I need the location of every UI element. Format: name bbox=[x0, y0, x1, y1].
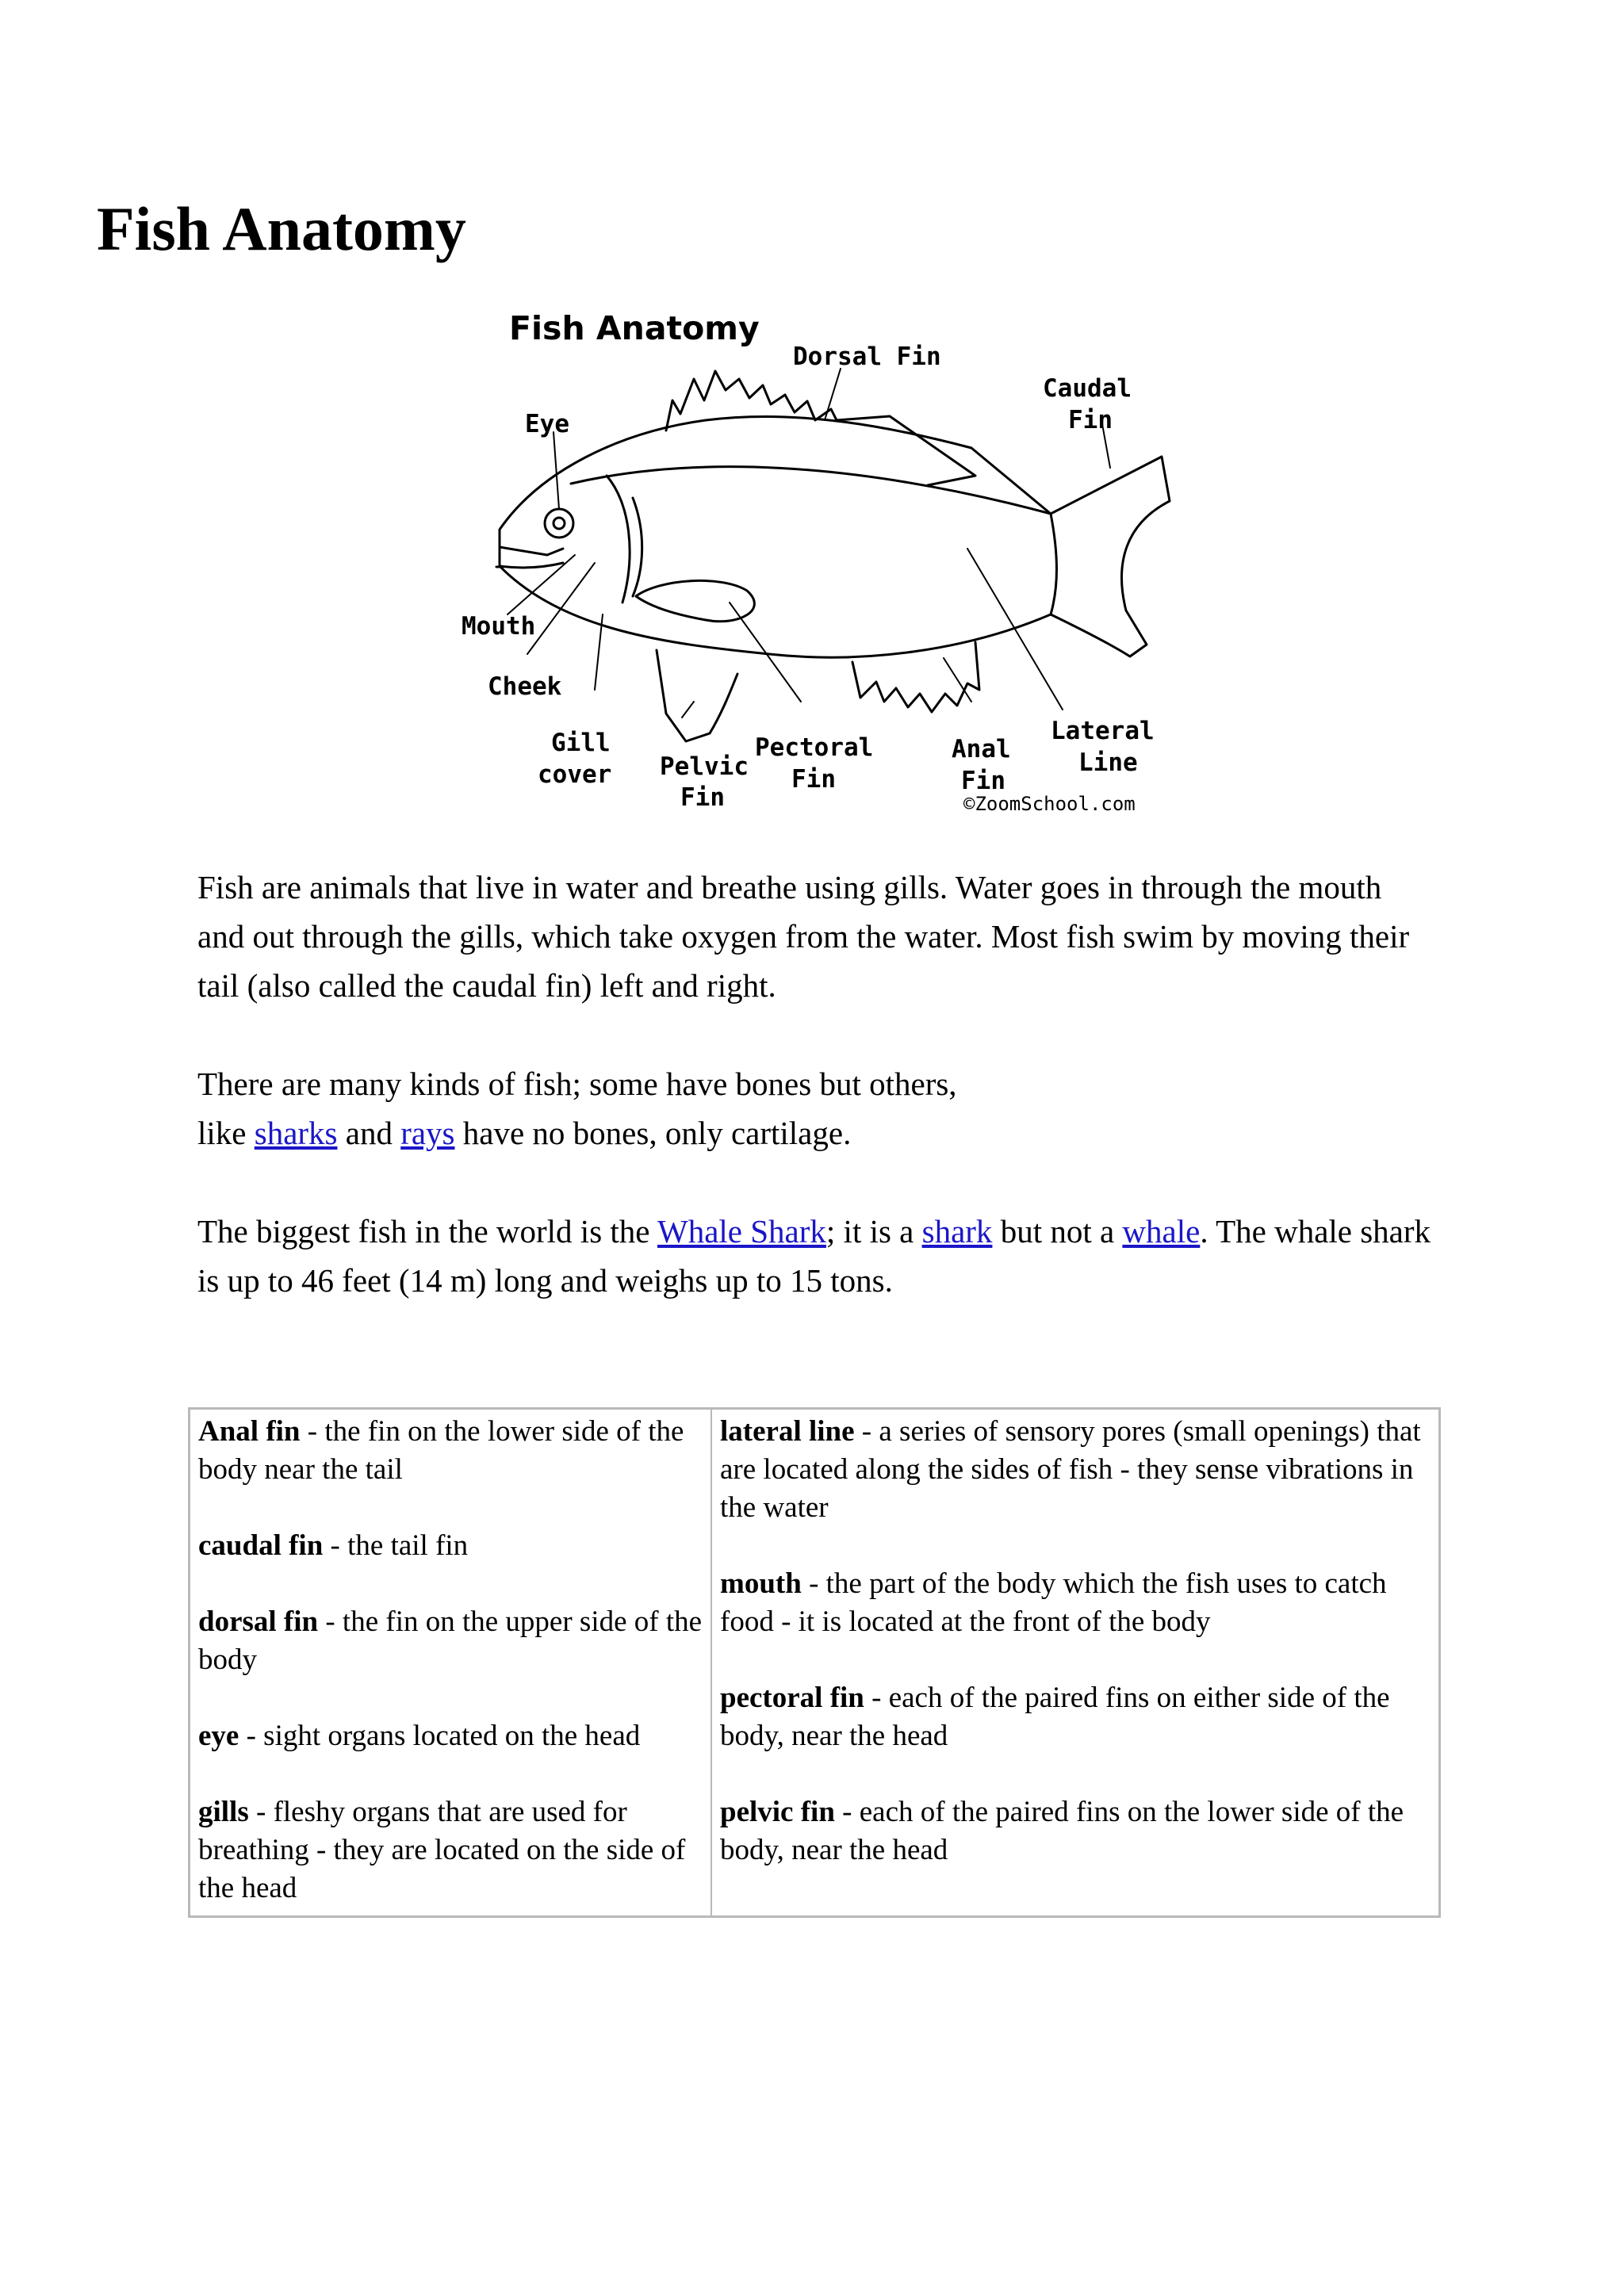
glossary-entry-pectoral-fin bbox=[720, 1679, 1431, 1755]
glossary-definition: - a series of sensory pores (small openings) that are located along the sides of fish - they sense vibrations in the water bbox=[720, 1415, 1421, 1524]
glossary-definition: - each of the paired fins on either side of the body, near the head bbox=[720, 1682, 1390, 1752]
label-pectoral-fin-2: Fin bbox=[791, 765, 836, 794]
label-pelvic-fin-1: Pelvic bbox=[660, 752, 749, 781]
intro-p3-text3: but not a bbox=[992, 1213, 1123, 1249]
lateral-line-outline bbox=[571, 467, 1051, 514]
label-caudal-fin-1: Caudal bbox=[1043, 374, 1132, 403]
glossary-term: Anal fin bbox=[198, 1415, 301, 1448]
glossary-term: lateral line bbox=[720, 1415, 855, 1448]
glossary-term: eye bbox=[198, 1720, 239, 1752]
whale-link[interactable]: whale bbox=[1122, 1213, 1201, 1249]
label-anal-fin-1: Anal bbox=[952, 735, 1011, 763]
glossary-term: pectoral fin bbox=[720, 1682, 864, 1714]
intro-p2-text2: like bbox=[197, 1115, 255, 1151]
label-gill-cover-1: Gill bbox=[551, 729, 611, 757]
label-gill-cover-2: cover bbox=[538, 760, 612, 789]
intro-paragraph-1: Fish are animals that live in water and breathe using gills. Water goes in through the mouth and out through the gills, which take oxygen from the water. Most fish swim by moving their tail (also called the caudal fin) left and right. bbox=[197, 869, 1410, 1004]
gill-cover-outline bbox=[607, 476, 642, 603]
glossary-row bbox=[190, 1409, 1440, 1917]
label-eye: Eye bbox=[525, 410, 569, 438]
label-pelvic-fin-2: Fin bbox=[680, 783, 725, 812]
shark-link[interactable]: shark bbox=[921, 1213, 993, 1249]
leader-lines bbox=[508, 369, 1110, 718]
glossary-entry-dorsal-fin bbox=[198, 1603, 703, 1679]
glossary-entry-lateral-line bbox=[720, 1413, 1431, 1527]
label-pectoral-fin-1: Pectoral bbox=[755, 733, 874, 762]
label-lateral-line-1: Lateral bbox=[1051, 717, 1155, 745]
dorsal-fin-outline bbox=[666, 371, 975, 485]
glossary-definition: - the fin on the upper side of the body bbox=[198, 1605, 703, 1676]
intro-paragraph-3 bbox=[197, 1207, 1434, 1305]
glossary-term: dorsal fin bbox=[198, 1605, 319, 1638]
glossary-left-column bbox=[190, 1409, 712, 1917]
glossary-definition: - the part of the body which the fish uses to catch food - it is located at the front of the body bbox=[720, 1567, 1387, 1638]
glossary-table bbox=[188, 1407, 1441, 1918]
intro-p2-text4: have no bones, only cartilage. bbox=[454, 1115, 852, 1151]
glossary-term: gills bbox=[198, 1796, 249, 1828]
label-mouth: Mouth bbox=[462, 612, 536, 641]
rays-link[interactable]: rays bbox=[400, 1115, 455, 1151]
intro-p3-text1: The biggest fish in the world is the bbox=[197, 1213, 658, 1249]
glossary-entry-pelvic-fin bbox=[720, 1793, 1431, 1869]
intro-p3-text4: . The whale shark is up to 46 feet (14 m) long and weighs up to 15 tons. bbox=[197, 1213, 1431, 1299]
eye-pupil bbox=[553, 518, 565, 529]
whale-shark-link[interactable]: Whale Shark bbox=[657, 1213, 826, 1249]
intro-text bbox=[197, 863, 1434, 1354]
glossary-definition: - each of the paired fins on the lower side of the body, near the head bbox=[720, 1796, 1404, 1866]
label-dorsal-fin: Dorsal Fin bbox=[793, 342, 941, 371]
label-caudal-fin-2: Fin bbox=[1068, 406, 1113, 434]
glossary-right-column bbox=[711, 1409, 1440, 1917]
glossary-definition: - the tail fin bbox=[323, 1529, 469, 1562]
eye-outline bbox=[545, 509, 573, 538]
diagram-title: Fish Anatomy bbox=[509, 309, 760, 347]
glossary-definition: - sight organs located on the head bbox=[239, 1720, 641, 1752]
fish-body-outline bbox=[500, 416, 1057, 657]
pelvic-fin-outline bbox=[657, 650, 737, 741]
glossary-term: mouth bbox=[720, 1567, 802, 1600]
glossary-entry-eye bbox=[198, 1717, 703, 1755]
anal-fin-outline bbox=[852, 642, 979, 712]
label-lateral-line-2: Line bbox=[1078, 748, 1138, 777]
glossary-entry-caudal-fin bbox=[198, 1527, 703, 1565]
glossary-entry-gills bbox=[198, 1793, 703, 1908]
sharks-link[interactable]: sharks bbox=[254, 1115, 338, 1151]
pectoral-fin-outline bbox=[636, 580, 754, 621]
glossary-entry-anal-fin bbox=[198, 1413, 703, 1489]
intro-paragraph-2 bbox=[197, 1059, 1434, 1158]
intro-p3-text2: ; it is a bbox=[825, 1213, 922, 1249]
fish-anatomy-diagram bbox=[452, 301, 1182, 825]
label-cheek: Cheek bbox=[488, 672, 562, 701]
glossary-term: caudal fin bbox=[198, 1529, 324, 1562]
intro-p2-text3: and bbox=[337, 1115, 401, 1151]
diagram-credit: ©ZoomSchool.com bbox=[963, 793, 1136, 815]
intro-p2-text1: There are many kinds of fish; some have bones but others, bbox=[197, 1066, 957, 1102]
mouth-outline bbox=[496, 547, 563, 568]
glossary-definition: - fleshy organs that are used for breathing - they are located on the side of the head bbox=[198, 1796, 686, 1904]
page-title: Fish Anatomy bbox=[97, 194, 466, 263]
glossary-definition: - the fin on the lower side of the body near the tail bbox=[198, 1415, 684, 1486]
glossary-entry-mouth bbox=[720, 1565, 1431, 1641]
label-anal-fin-2: Fin bbox=[961, 767, 1005, 795]
glossary-term: pelvic fin bbox=[720, 1796, 835, 1828]
caudal-fin-outline bbox=[1051, 457, 1170, 656]
